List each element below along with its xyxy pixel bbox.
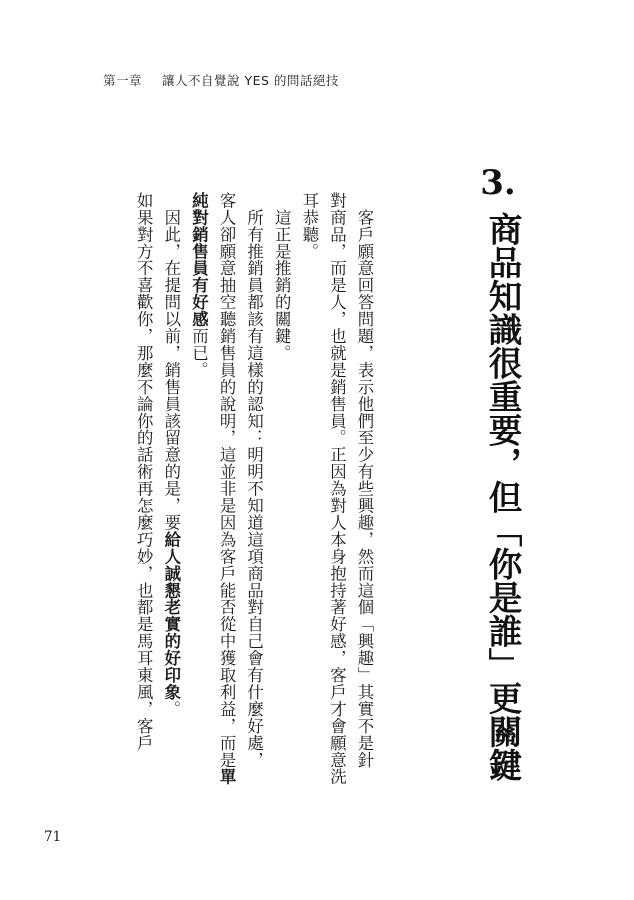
body-text [96,192,378,786]
section-title: 商品知識很重要，但「你是誰」更關鍵 [483,212,522,782]
text-column [240,192,268,769]
text-column [295,192,323,760]
text-run: 因此，在提問以前，銷售員該留意的是，要 [161,192,181,531]
page-number: 71 [44,829,62,845]
running-header [103,71,339,89]
text-run: 。 [161,700,181,718]
text-run: 所有推銷員都該有這樣的認知：明明不知道這項商品對自己會有什麼好處， [244,192,264,769]
text-run: 這正是推銷的關鍵。 [272,192,292,362]
chapter-label: 第一章 [103,73,143,88]
emphasis-text: 給人誠懇老實的好印象 [161,531,181,701]
text-column [212,192,240,786]
text-run: 對商品，而是人，也就是銷售員。正因為對人本身抱持著好感，客戶才會願意洗 [327,192,347,786]
text-column [185,192,213,760]
text-column [157,192,185,760]
text-run: 如果對方不喜歡你，那麼不論你的話術再怎麼巧妙，也都是馬耳東風，客戶 [134,192,154,752]
text-run: 耳恭聽。 [299,192,319,260]
section-number: 3. [480,163,516,203]
chapter-title: 讓人不自覺說 YES 的問話絕技 [162,73,339,88]
text-column [323,192,351,786]
emphasis-text: 單 [217,768,237,786]
text-column [350,192,378,769]
text-run: 而已。 [189,327,209,379]
text-column [268,192,296,760]
text-column [130,192,158,760]
text-run: 客戶願意回答問題，表示他們至少有些興趣，然而這個「興趣」其實不是針 [355,192,374,769]
text-run: 客人卻願意抽空聽銷售員的說明，這並非是因為客戶能否從中獲取利益，而是 [217,192,237,769]
emphasis-text: 純對銷售員有好感 [189,192,209,328]
